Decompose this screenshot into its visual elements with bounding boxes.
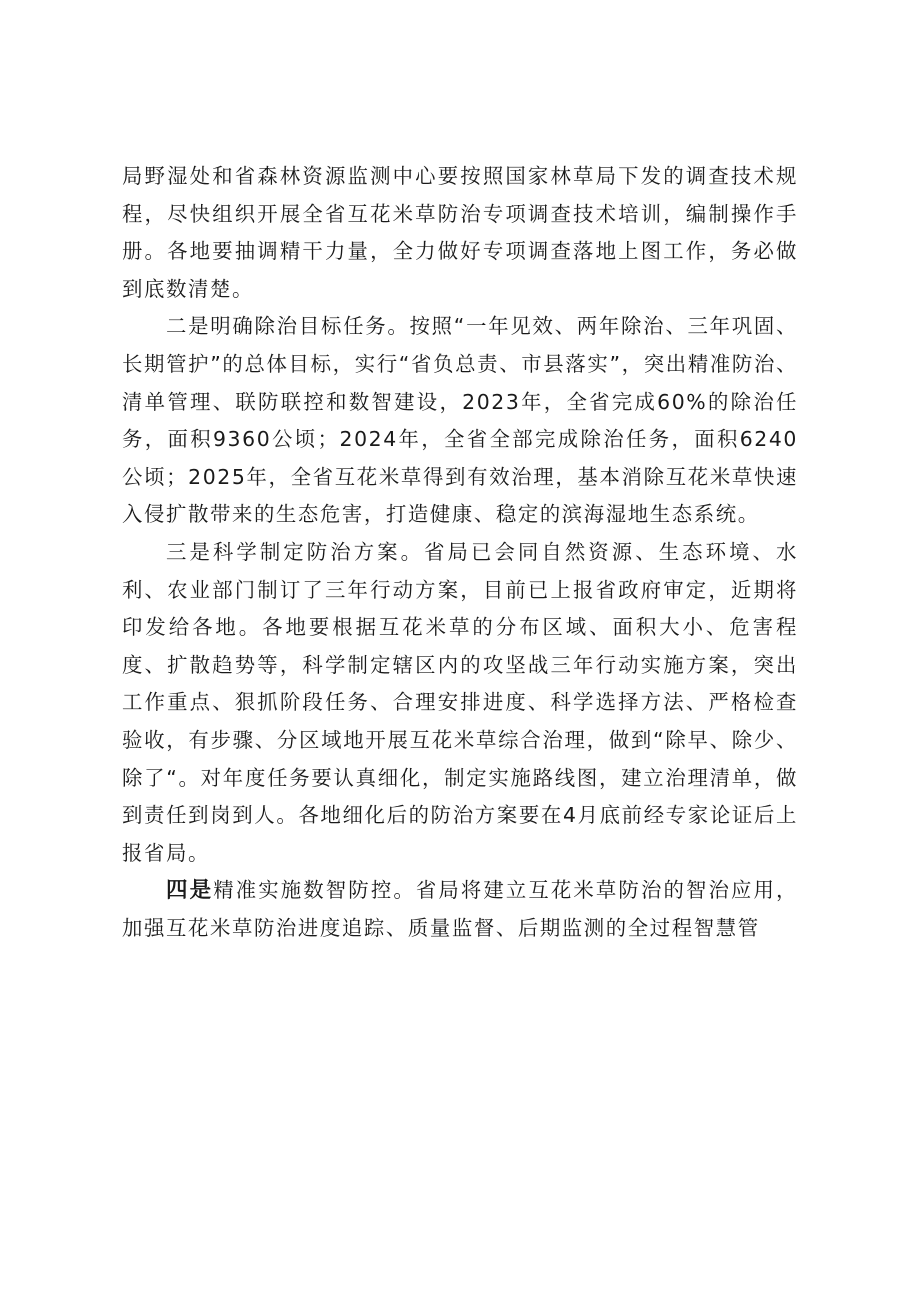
paragraph-control-plan — [122, 534, 798, 872]
paragraph-digital-control — [122, 872, 798, 947]
paragraph-target-tasks — [122, 308, 798, 534]
paragraph-text: 精准实施数智防控。省局将建立互花米草防治的智治应用，加强互花米草防治进度追踪、质量监督、后期监测的全过程智慧管 — [122, 878, 798, 940]
document-body — [122, 158, 798, 947]
paragraph-text: 三是科学制定防治方案。省局已会同自然资源、生态环境、水利、农业部门制订了三年行动方案，目前已上报省政府审定，近期将印发给各地。各地要根据互花米草的分布区域、面积大小、危害程度、扩散趋势等，科学制定辖区内的攻坚战三年行动实施方案，突出工作重点、狠抓阶段任务、合理安排进度、科学选择方法、严格检查验收，有步骤、分区域地开展互花米草综合治理，做到“除早、除少、除了“。对年度任务要认真细化，制定实施路线图，建立治理清单，做到责任到岗到人。各地细化后的防治方案要在4月底前经专家论证后上报省局。 — [122, 539, 798, 865]
paragraph-lead: 四是 — [166, 878, 214, 904]
paragraph-continuation — [122, 158, 798, 308]
paragraph-text: 局野湿处和省森林资源监测中心要按照国家林草局下发的调查技术规程，尽快组织开展全省互花米草防治专项调查技术培训，编制操作手册。各地要抽调精干力量，全力做好专项调查落地上图工作，务必做到底数清楚。 — [122, 164, 798, 301]
paragraph-text: 二是明确除治目标任务。按照“一年见效、两年除治、三年巩固、长期管护”的总体目标，实行“省负总责、市县落实”，突出精准防治、清单管理、联防联控和数智建设，2023年，全省完成60%的除治任务，面积9360公顷；2024年，全省全部完成除治任务，面积6240公顷；2025年，全省互花米草得到有效治理，基本消除互花米草快速入侵扩散带来的生态危害，打造健康、稳定的滨海湿地生态系统。 — [122, 314, 798, 527]
